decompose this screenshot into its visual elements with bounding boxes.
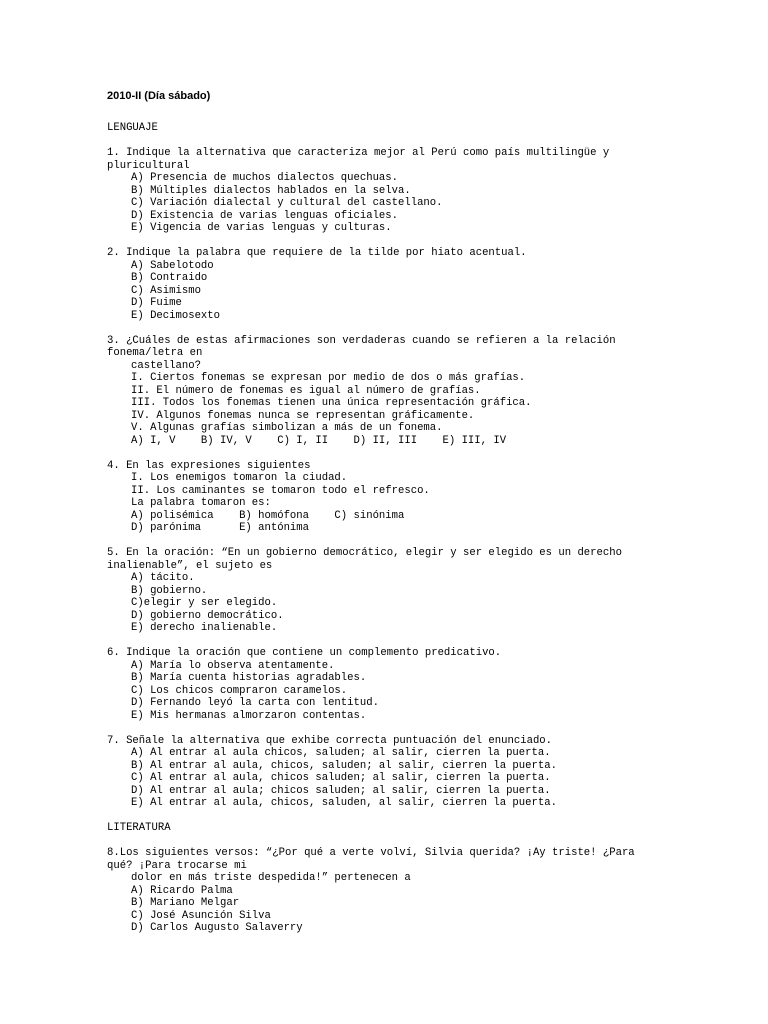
option-line: D) parónima E) antónima	[131, 522, 310, 534]
option-line: B) Múltiples dialectos hablados en la selva.	[131, 184, 411, 197]
option-line: E) Mis hermanas almorzaron contentas.	[131, 709, 367, 722]
option-line: D) Al entrar al aula; chicos saluden; al salir, cierren la puerta.	[131, 784, 551, 797]
question-line: 6. Indique la oración que contiene un complemento predicativo.	[107, 647, 502, 659]
option-line: A) Presencia de muchos dialectos quechuas.	[131, 172, 399, 184]
option-line: C) Al entrar al aula, chicos saluden; al salir, cierren la puerta.	[131, 772, 551, 784]
option-line: La palabra tomaron es:	[131, 497, 271, 509]
option-line: E) derecho inalienable.	[131, 622, 278, 634]
section-title-literatura: LITERATURA	[107, 822, 171, 834]
option-line: C) Los chicos compraron caramelos.	[131, 684, 348, 697]
question-line: pluricultural	[107, 159, 190, 172]
question-line: 3. ¿Cuáles de estas afirmaciones son verdaderas cuando se refieren a la relación	[107, 334, 616, 347]
option-line: A) María lo observa atentamente.	[131, 659, 335, 672]
option-line: B) Contraido	[131, 272, 208, 284]
section-title-lenguaje: LENGUAJE	[107, 122, 158, 134]
question-line: 7. Señale la alternativa que exhibe correcta puntuación del enunciado.	[107, 734, 553, 747]
option-line: B) María cuenta historias agradables.	[131, 672, 367, 684]
option-line: IV. Algunos fonemas nunca se representan gráficamente.	[131, 409, 475, 422]
question-line: 2. Indique la palabra que requiere de la tilde por hiato acentual.	[107, 247, 527, 259]
option-line: dolor en más triste despedida!” pertenecen a	[131, 872, 411, 884]
question-line: fonema/letra en	[107, 347, 203, 359]
option-line: I. Ciertos fonemas se expresan por medio de dos o más grafías.	[131, 372, 526, 384]
option-line: D) Existencia de varias lenguas oficiales.	[131, 209, 399, 222]
option-line: E) Vigencia de varias lenguas y culturas.	[131, 222, 392, 234]
question-line: inalienable”, el sujeto es	[107, 559, 273, 572]
option-line: II. El número de fonemas es igual al número de grafías.	[131, 384, 481, 397]
option-line: B) Mariano Melgar	[131, 897, 240, 909]
option-line: A) Sabelotodo	[131, 259, 214, 272]
question-line: qué? ¡Para trocarse mi	[107, 859, 247, 872]
option-line: D) Carlos Augusto Salaverry	[131, 922, 303, 934]
option-line: B) Al entrar al aula, chicos, saluden; al salir, cierren la puerta.	[131, 759, 557, 772]
option-line: I. Los enemigos tomaron la ciudad.	[131, 472, 348, 484]
option-line: C) Variación dialectal y cultural del castellano.	[131, 197, 443, 209]
option-line: A) I, V B) IV, V C) I, II D) II, III E) III, IV	[131, 434, 507, 447]
option-line: D) gobierno democrático.	[131, 609, 284, 622]
option-line: A) Al entrar al aula chicos, saluden; al salir, cierren la puerta.	[131, 747, 551, 759]
option-line: III. Todos los fonemas tienen una única representación gráfica.	[131, 397, 532, 409]
exam-header: 2010-II (Día sábado)	[107, 90, 211, 102]
option-line: E) Al entrar al aula, chicos, saluden, al salir, cierren la puerta.	[131, 797, 557, 809]
option-line: C) José Asunción Silva	[131, 909, 271, 922]
question-line: 1. Indique la alternativa que caracteriza mejor al Perú como país multilingüe y	[107, 147, 610, 159]
option-line: A) Ricardo Palma	[131, 884, 233, 897]
option-line: E) Decimosexto	[131, 309, 221, 322]
option-line: A) tácito.	[131, 572, 195, 584]
option-line: D) Fernando leyó la carta con lentitud.	[131, 697, 379, 709]
option-line: C)elegir y ser elegido.	[131, 597, 278, 609]
question-line: 5. En la oración: “En un gobierno democrático, elegir y ser elegido es un derecho	[107, 547, 622, 559]
option-line: D) Fuime	[131, 297, 182, 309]
question-line: 8.Los siguientes versos: “¿Por qué a verte volví, Silvia querida? ¡Ay triste! ¿Para	[107, 847, 635, 859]
option-line: C) Asimismo	[131, 284, 201, 297]
option-line: II. Los caminantes se tomaron todo el refresco.	[131, 484, 430, 497]
option-line: castellano?	[131, 359, 201, 372]
question-line: 4. En las expresiones siguientes	[107, 459, 311, 472]
option-line: V. Algunas grafías simbolizan a más de un fonema.	[131, 422, 443, 434]
option-line: B) gobierno.	[131, 584, 208, 597]
option-line: A) polisémica B) homófona C) sinónima	[131, 509, 405, 522]
